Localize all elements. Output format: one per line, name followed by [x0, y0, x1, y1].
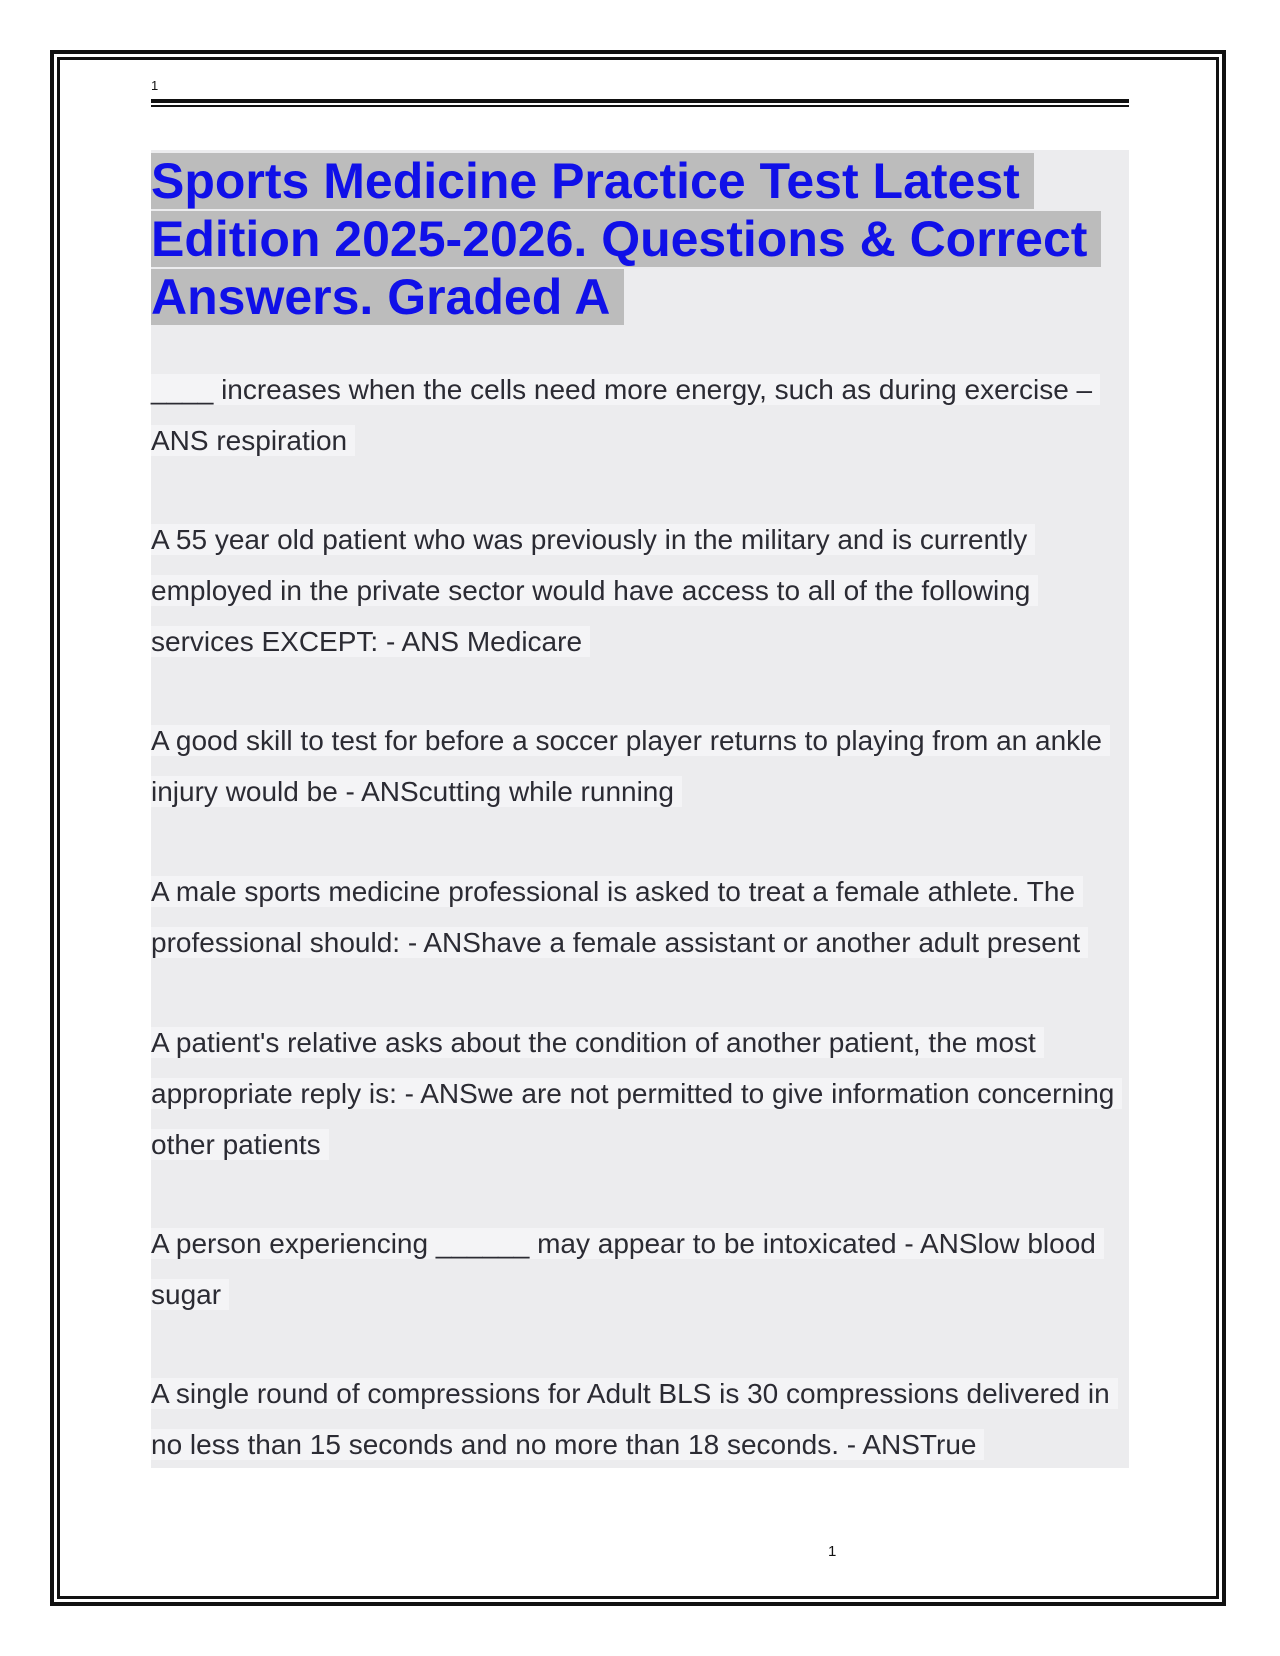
qa-item — [151, 514, 1136, 667]
qa-item-text: A single round of compressions for Adult BLS is 30 compressions delivered in no less than 15 seconds and no more than 18 seconds. - ANSTrue — [151, 1378, 1118, 1460]
qa-item-text: A patient's relative asks about the condition of another patient, the most appropriate reply is: - ANSwe are not permitted to give information concerning other patients — [151, 1027, 1122, 1160]
header-rule-thin — [151, 105, 1129, 107]
header-rule — [151, 99, 1129, 103]
qa-item — [151, 1017, 1136, 1170]
document-title-text: Sports Medicine Practice Test Latest Edition 2025-2026. Questions & Correct Answers. Graded A — [151, 153, 1101, 325]
qa-item-text: A person experiencing ______ may appear to be intoxicated - ANSlow blood sugar — [151, 1228, 1104, 1310]
qa-item-text: A 55 year old patient who was previously in the military and is currently employed in the private sector would have access to all of the following services EXCEPT: - ANS Medicare — [151, 524, 1038, 657]
qa-item-text: ____ increases when the cells need more energy, such as during exercise – ANS respiration — [151, 374, 1100, 456]
qa-item — [151, 364, 1136, 466]
qa-item — [151, 866, 1136, 968]
document-title — [151, 152, 1129, 326]
footer-page-number: 1 — [828, 1543, 837, 1560]
qa-item — [151, 715, 1136, 817]
qa-item-text: A male sports medicine professional is asked to treat a female athlete. The professional should: - ANShave a female assistant or another adult present — [151, 876, 1088, 958]
header-page-number: 1 — [151, 78, 159, 93]
qa-item — [151, 1218, 1136, 1320]
qa-item-text: A good skill to test for before a soccer player returns to playing from an ankle injury would be - ANScutting while running — [151, 725, 1110, 807]
qa-item — [151, 1368, 1136, 1470]
